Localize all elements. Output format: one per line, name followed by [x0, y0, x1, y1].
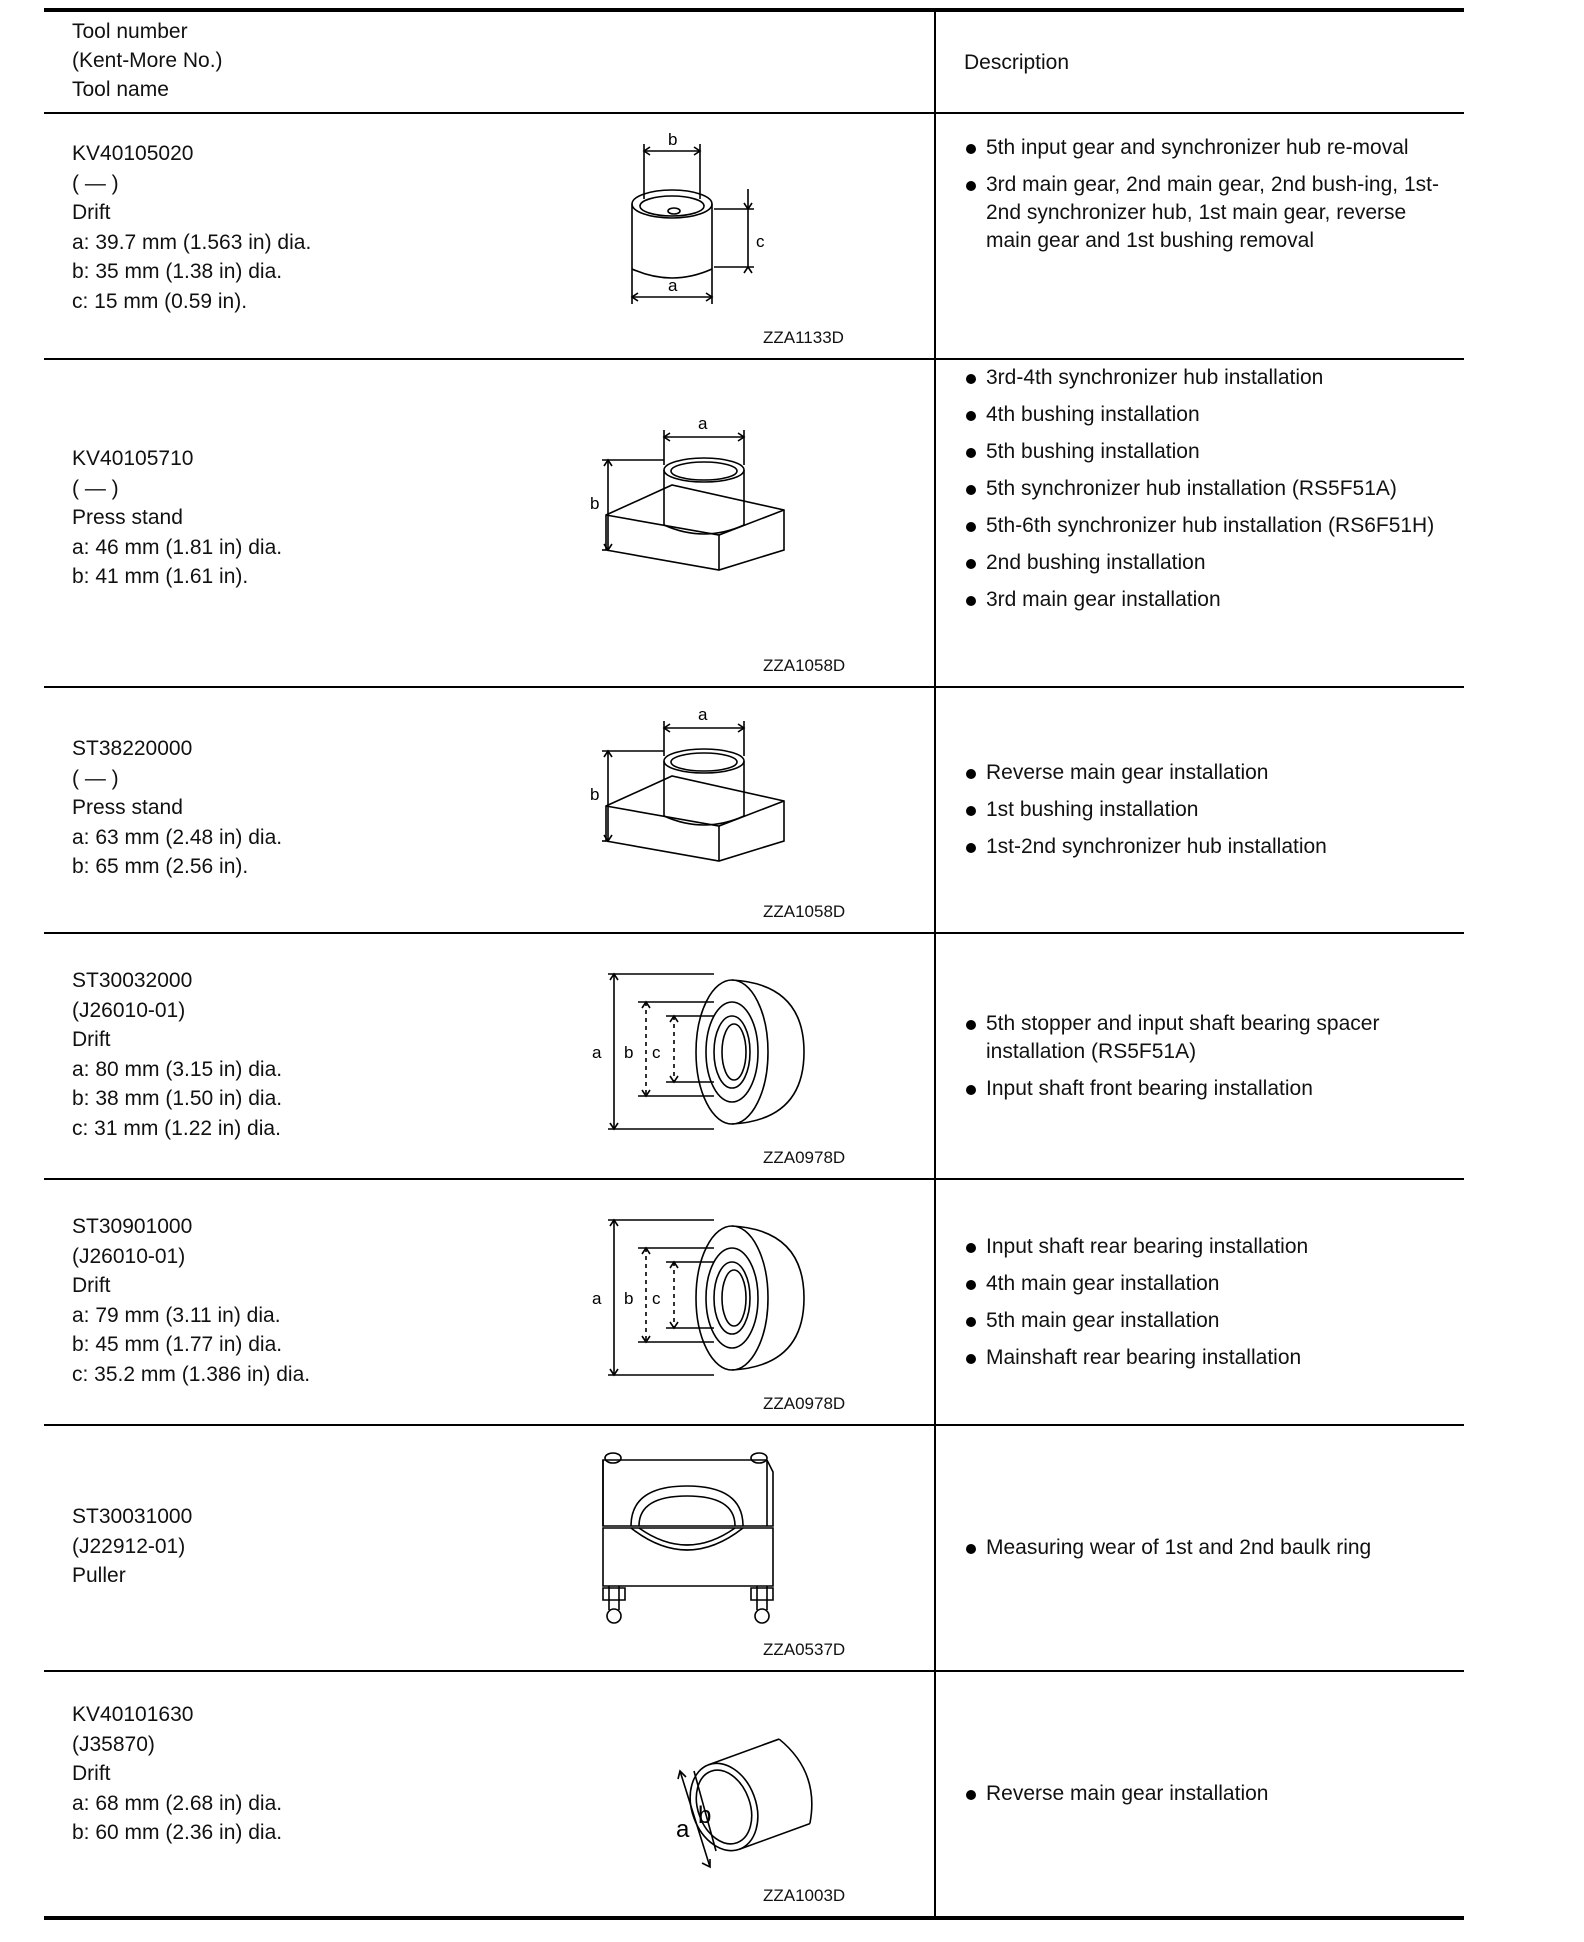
tool-kent-more: ( — ) — [72, 171, 119, 195]
figure-code: ZZA1058D — [763, 902, 846, 921]
table-row — [44, 1425, 1464, 1671]
tool-spec: a: 46 mm (1.81 in) dia. — [72, 535, 283, 559]
list-item: Input shaft front bearing installation — [936, 1075, 1444, 1103]
tool-number: KV40105020 — [72, 142, 194, 165]
tool-cell — [44, 933, 935, 1179]
dimension-label-a: a — [592, 1289, 602, 1308]
tool-spec: b: 35 mm (1.38 in) dia. — [72, 260, 283, 283]
dimension-label-a: a — [698, 414, 708, 433]
description-cell — [935, 933, 1464, 1179]
dimension-label-c: c — [756, 232, 765, 251]
uses-list — [936, 1534, 1391, 1562]
dimension-label-b: b — [590, 494, 600, 513]
description-cell — [935, 1671, 1464, 1918]
table-row — [44, 113, 1464, 359]
uses-list — [936, 364, 1454, 614]
tool-spec: b: 41 mm (1.61 in). — [72, 565, 249, 588]
uses-list — [936, 1780, 1288, 1808]
list-item: Reverse main gear installation — [936, 759, 1327, 787]
tool-kent-more: (J22912-01) — [72, 1534, 186, 1558]
figure-code: ZZA1003D — [763, 1886, 846, 1905]
tool-name: Press stand — [72, 796, 183, 819]
tool-number: ST30032000 — [72, 969, 193, 992]
list-item: 5th input gear and synchronizer hub re-moval — [936, 134, 1444, 162]
list-item: 5th-6th synchronizer hub installation (RS6F51H) — [936, 512, 1434, 540]
drift-cup-icon — [644, 129, 804, 329]
tool-spec: a: 39.7 mm (1.563 in) dia. — [72, 230, 312, 254]
list-item: 4th main gear installation — [936, 1270, 1308, 1298]
tool-cell — [44, 113, 935, 359]
dimension-label-c: c — [652, 1289, 661, 1308]
tool-spec: a: 80 mm (3.15 in) dia. — [72, 1057, 283, 1081]
tool-info — [72, 444, 282, 592]
list-item: 1st bushing installation — [936, 796, 1327, 824]
header-tool-number: Tool number — [72, 20, 188, 43]
tool-spec: a: 79 mm (3.11 in) dia. — [72, 1303, 281, 1327]
tool-number: KV40105710 — [72, 447, 194, 470]
tool-spec: a: 63 mm (2.48 in) dia. — [72, 825, 283, 849]
tool-spec: b: 65 mm (2.56 in). — [72, 855, 249, 878]
tool-name: Puller — [72, 1564, 126, 1587]
dimension-label-b: b — [624, 1289, 634, 1308]
tool-name: Press stand — [72, 506, 183, 529]
tool-cell — [44, 1179, 935, 1425]
tool-info — [72, 966, 282, 1143]
tool-kent-more: (J26010-01) — [72, 1244, 186, 1268]
tool-spec: c: 15 mm (0.59 in). — [72, 289, 248, 313]
press-stand-icon — [584, 414, 814, 625]
description-cell — [935, 1425, 1464, 1671]
list-item: 1st-2nd synchronizer hub installation — [936, 833, 1327, 861]
tool-info — [72, 1212, 310, 1389]
table-row — [44, 1671, 1464, 1918]
dimension-label-a: a — [698, 705, 708, 724]
tool-spec: b: 45 mm (1.77 in) dia. — [72, 1333, 283, 1356]
special-tools-table — [44, 8, 1464, 1920]
uses-list — [936, 1233, 1328, 1372]
description-cell — [935, 359, 1464, 687]
tool-number: KV40101630 — [72, 1703, 194, 1726]
tool-spec: c: 31 mm (1.22 in) dia. — [72, 1116, 281, 1140]
puller-icon — [589, 1446, 789, 1646]
tool-cell — [44, 687, 935, 933]
description-cell — [935, 1179, 1464, 1425]
dimension-label-c: c — [652, 1043, 661, 1062]
list-item: Mainshaft rear bearing installation — [936, 1344, 1308, 1372]
tool-info — [72, 1502, 192, 1591]
header-tool-column — [44, 10, 935, 113]
tube-drift-icon — [664, 1727, 844, 1877]
list-item: 5th main gear installation — [936, 1307, 1308, 1335]
tool-name: Drift — [72, 1762, 111, 1785]
stepped-drift-icon — [564, 974, 804, 1154]
tool-kent-more: (J35870) — [72, 1732, 155, 1756]
tool-name: Drift — [72, 201, 111, 224]
uses-list — [936, 1010, 1464, 1103]
table-row — [44, 1179, 1464, 1425]
list-item: 5th bushing installation — [936, 438, 1434, 466]
list-item: 5th stopper and input shaft bearing spacer installation (RS5F51A) — [936, 1010, 1444, 1066]
tool-number: ST30901000 — [72, 1215, 193, 1238]
tool-kent-more: ( — ) — [72, 766, 119, 790]
list-item: 5th synchronizer hub installation (RS5F51A) — [936, 475, 1434, 503]
list-item: Reverse main gear installation — [936, 1780, 1268, 1808]
tool-kent-more: (J26010-01) — [72, 998, 186, 1022]
figure-code: ZZA1058D — [763, 656, 846, 675]
description-cell — [935, 687, 1464, 933]
tool-name: Drift — [72, 1274, 111, 1297]
tool-number: ST30031000 — [72, 1505, 193, 1528]
tool-name: Drift — [72, 1028, 111, 1051]
description-cell — [935, 113, 1464, 359]
list-item: Input shaft rear bearing installation — [936, 1233, 1308, 1261]
press-stand-icon — [584, 705, 814, 916]
table-row — [44, 687, 1464, 933]
list-item: 3rd-4th synchronizer hub installation — [936, 364, 1434, 392]
list-item: 3rd main gear, 2nd main gear, 2nd bush-ing, 1st-2nd synchronizer hub, 1st main gear, reverse main gear and 1st bushing removal — [936, 171, 1444, 255]
dimension-label-a: a — [592, 1043, 602, 1062]
list-item: 3rd main gear installation — [936, 586, 1434, 614]
tool-info — [72, 139, 311, 316]
tool-cell — [44, 1671, 935, 1918]
list-item: 2nd bushing installation — [936, 549, 1434, 577]
tool-cell — [44, 359, 935, 687]
table-row — [44, 359, 1464, 687]
figure-code: ZZA0978D — [763, 1148, 846, 1167]
dimension-label-b: b — [624, 1043, 634, 1062]
dimension-label-a: a — [676, 1816, 690, 1843]
header-description-column — [935, 10, 1464, 113]
dimension-label-a: a — [668, 276, 678, 295]
tool-cell — [44, 1425, 935, 1671]
header-description: Description — [964, 51, 1070, 74]
list-item: Measuring wear of 1st and 2nd baulk ring — [936, 1534, 1371, 1562]
tool-spec: b: 60 mm (2.36 in) dia. — [72, 1821, 283, 1844]
tool-spec: c: 35.2 mm (1.386 in) dia. — [72, 1362, 311, 1386]
tool-spec: b: 38 mm (1.50 in) dia. — [72, 1087, 283, 1110]
tool-kent-more: ( — ) — [72, 476, 119, 500]
table-header-row — [44, 10, 1464, 113]
figure-code: ZZA0978D — [763, 1394, 846, 1413]
dimension-label-b: b — [698, 1802, 712, 1829]
dimension-label-b: b — [590, 785, 600, 804]
stepped-drift-icon — [564, 1220, 804, 1400]
list-item: 4th bushing installation — [936, 401, 1434, 429]
table-row — [44, 933, 1464, 1179]
tool-info — [72, 734, 282, 882]
header-kent-more: (Kent-More No.) — [72, 49, 223, 72]
figure-code: ZZA1133D — [763, 328, 844, 347]
tool-spec: a: 68 mm (2.68 in) dia. — [72, 1791, 283, 1815]
uses-list — [936, 759, 1347, 861]
tool-number: ST38220000 — [72, 737, 193, 760]
figure-code: ZZA0537D — [763, 1640, 846, 1659]
dimension-label-b: b — [668, 130, 678, 149]
tool-info — [72, 1700, 282, 1848]
header-tool-name: Tool name — [72, 78, 169, 101]
uses-list — [936, 134, 1464, 255]
